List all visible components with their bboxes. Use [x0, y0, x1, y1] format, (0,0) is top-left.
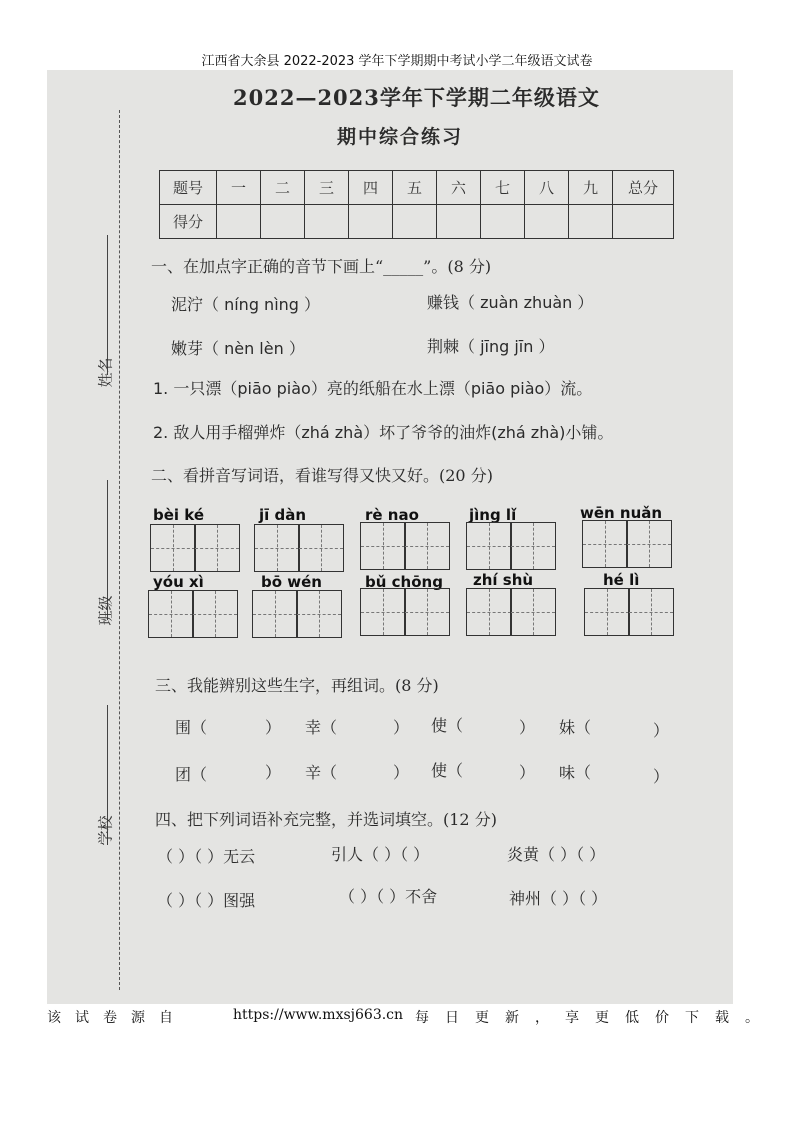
document-header-title: 江西省大余县 2022-2023 学年下学期期中考试小学二年级语文试卷 — [201, 54, 593, 69]
sec4-idiom: 引人（ ）（ ） — [331, 845, 430, 864]
sec1-item: 荆棘（ jīng jīn ） — [427, 337, 555, 356]
score-cell[interactable] — [437, 205, 481, 239]
pinyin-label: bǔ chōng — [365, 573, 443, 591]
score-table-score-row — [160, 205, 674, 239]
sec4-idiom: （ ）（ ）不舍 — [339, 887, 438, 906]
sec1-item: 泥泞（ níng nìng ） — [171, 295, 321, 314]
score-row-label: 得分 — [160, 205, 217, 239]
writing-grid[interactable] — [583, 520, 672, 568]
name-blank-line — [107, 235, 108, 375]
writing-grid[interactable] — [361, 522, 450, 570]
sec1-item: 赚钱（ zuàn zhuàn ） — [427, 293, 594, 312]
score-header-cell: 总分 — [613, 171, 674, 205]
writing-grid[interactable] — [253, 590, 342, 638]
sec1-sentence: 1. 一只漂（piāo piào）亮的纸船在水上漂（piāo piào）流。 — [153, 379, 593, 398]
exam-subtitle: 期中综合练习 — [337, 126, 464, 148]
score-header-cell: 六 — [437, 171, 481, 205]
score-header-cell: 八 — [525, 171, 569, 205]
section2-title: 二、看拼音写词语，看谁写得又快又好。(20 分) — [151, 466, 493, 485]
score-header-cell: 九 — [569, 171, 613, 205]
score-header-cell: 二 — [261, 171, 305, 205]
score-header-cell: 三 — [305, 171, 349, 205]
pinyin-label: jī dàn — [259, 506, 307, 524]
exam-title: 2022—2023学年下学期二年级语文 — [233, 85, 600, 110]
score-table-header-row — [160, 171, 674, 205]
sec3-char: 味（ — [559, 763, 592, 782]
sec3-paren: ） — [519, 763, 536, 782]
score-cell[interactable] — [393, 205, 437, 239]
pinyin-label: bèi ké — [153, 506, 205, 524]
sec4-idiom: （ ）（ ）无云 — [157, 847, 256, 866]
name-label: 姓名 — [96, 357, 115, 388]
sec3-paren: ） — [265, 763, 282, 782]
score-header-cell: 题号 — [160, 171, 217, 205]
sec4-idiom: 神州（ ）（ ） — [509, 889, 608, 908]
footer-url-link[interactable]: https://www.mxsj663.cn — [233, 1007, 404, 1023]
score-header-cell: 七 — [481, 171, 525, 205]
writing-grid[interactable] — [467, 588, 556, 636]
sec3-char: 围（ — [175, 718, 208, 737]
pinyin-label: zhí shù — [473, 571, 534, 589]
sec3-char: 使（ — [431, 716, 464, 735]
score-header-cell: 四 — [349, 171, 393, 205]
writing-grid[interactable] — [361, 588, 450, 636]
binding-margin-line — [119, 110, 120, 990]
class-label: 班级 — [96, 595, 115, 626]
sec3-paren: ） — [393, 718, 410, 737]
sec3-paren: ） — [393, 763, 410, 782]
sec4-idiom: （ ）（ ）图强 — [157, 891, 256, 910]
sec3-paren: ） — [653, 767, 670, 786]
score-cell[interactable] — [525, 205, 569, 239]
sec3-char: 幸（ — [305, 718, 338, 737]
sec3-paren: ） — [653, 721, 670, 740]
sec1-item: 嫩芽（ nèn lèn ） — [171, 339, 305, 358]
footer-update-text: 每日更新，享更低价下载。 — [415, 1010, 775, 1026]
score-cell[interactable] — [261, 205, 305, 239]
sec3-char: 使（ — [431, 761, 464, 780]
sec3-char: 辛（ — [305, 763, 338, 782]
writing-grid[interactable] — [149, 590, 238, 638]
pinyin-label: bō wén — [261, 573, 322, 591]
sec3-paren: ） — [265, 718, 282, 737]
pinyin-label: hé lì — [603, 571, 640, 589]
sec3-paren: ） — [519, 718, 536, 737]
writing-grid[interactable] — [467, 522, 556, 570]
writing-grid[interactable] — [151, 524, 240, 572]
score-cell[interactable] — [349, 205, 393, 239]
sec3-char: 团（ — [175, 765, 208, 784]
pinyin-label: yóu xì — [153, 573, 204, 591]
score-cell[interactable] — [613, 205, 674, 239]
score-cell[interactable] — [305, 205, 349, 239]
sec3-char: 妹（ — [559, 718, 592, 737]
section1-title: 一、在加点字正确的音节下画上“_____”。(8 分) — [151, 257, 492, 276]
section4-title: 四、把下列词语补充完整，并选词填空。(12 分) — [155, 810, 497, 829]
sec4-idiom: 炎黄（ ）（ ） — [507, 845, 606, 864]
score-cell[interactable] — [481, 205, 525, 239]
footer-source-text: 该试卷源自 — [47, 1010, 187, 1026]
score-header-cell: 一 — [217, 171, 261, 205]
pinyin-label: rè nao — [365, 506, 419, 524]
section3-title: 三、我能辨别这些生字，再组词。(8 分) — [155, 676, 439, 695]
writing-grid[interactable] — [255, 524, 344, 572]
score-header-cell: 五 — [393, 171, 437, 205]
score-cell[interactable] — [569, 205, 613, 239]
sec1-sentence: 2. 敌人用手榴弹炸（zhá zhà）坏了爷爷的油炸(zhá zhà)小铺。 — [153, 423, 614, 442]
writing-grid[interactable] — [585, 588, 674, 636]
school-label: 学校 — [96, 815, 115, 846]
score-cell[interactable] — [217, 205, 261, 239]
exam-paper-photo — [47, 70, 733, 1004]
score-table — [159, 170, 674, 239]
pinyin-label: wēn nuǎn — [580, 504, 663, 522]
pinyin-label: jìng lǐ — [469, 506, 517, 524]
